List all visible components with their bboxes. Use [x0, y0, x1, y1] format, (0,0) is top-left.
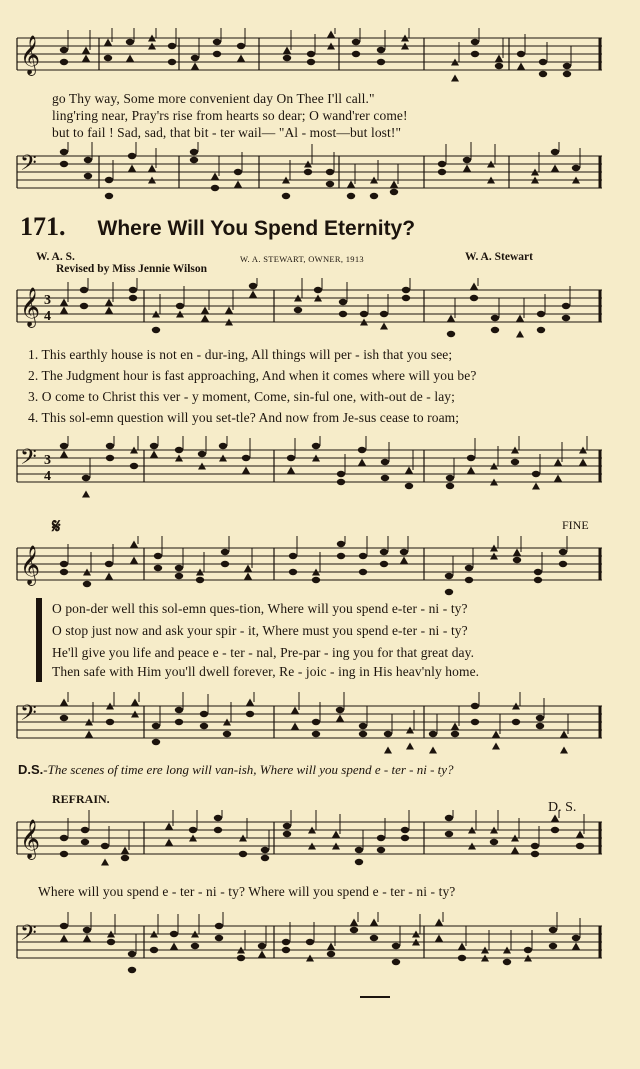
svg-text:𝄞: 𝄞: [20, 35, 41, 75]
ds-label: D.S.: [18, 762, 44, 777]
svg-text:𝄢: 𝄢: [20, 151, 37, 181]
chorus-line-4: Then safe with Him you'll dwell forever, Re - joic - ing in His heav'nly home.: [52, 664, 480, 679]
chorus-bracket: [36, 598, 42, 682]
verse-line-3: 3. O come to Christ this ver - y moment, Come, sin-ful one, with-out de - lay;: [28, 389, 455, 404]
page-footer-rule: [360, 996, 390, 998]
verse-line-2: 2. The Judgment hour is fast approaching, And when it comes where will you be?: [28, 368, 477, 383]
svg-text:𝄞: 𝄞: [20, 287, 41, 327]
music-staff-chorus-treble: [14, 536, 604, 600]
music-staff-verse-treble: [14, 278, 604, 342]
dal-segno-line: [18, 762, 454, 778]
fine-label: FINE: [562, 518, 589, 532]
copyright-notice: W. A. STEWART, OWNER, 1913: [240, 254, 364, 264]
verse-line-1: 1. This earthly house is not en - dur-ing, All things will per - ish that you see;: [28, 347, 453, 362]
music-staff-refrain-bass: [14, 912, 604, 974]
hymn-title: Where Will You Spend Eternity?: [97, 217, 416, 240]
chorus-line-3: He'll give you life and peace e - ter - nal, Pre-par - ing you for that great day.: [52, 645, 475, 660]
hymn-heading: [20, 212, 415, 242]
segno-sign: 𝄋: [52, 516, 61, 538]
chorus-line-2: O stop just now and ask your spir - it, Where must you spend e-ter - ni - ty?: [52, 623, 468, 638]
refrain-ds-label: D. S.: [548, 800, 577, 815]
music-staff-chorus-bass: [14, 692, 604, 756]
svg-text:𝄢: 𝄢: [20, 445, 37, 475]
svg-text:3: 3: [44, 293, 51, 308]
prev-lyric-line-1: go Thy way, Some more convenient day On Thee I'll call.": [52, 91, 375, 106]
music-staff-verse-bass: [14, 436, 604, 498]
chorus-line-1: O pon-der well this sol-emn ques-tion, Where will you spend e-ter - ni - ty?: [52, 601, 468, 616]
hymn-number: 171.: [20, 212, 66, 241]
revised-credit: Revised by Miss Jennie Wilson: [56, 263, 208, 275]
music-staff-refrain-treble: [14, 810, 604, 876]
music-staff-prev-treble: [14, 28, 604, 90]
verse-line-4: 4. This sol-emn question will you set-tle? And now from Je-sus cease to roam;: [28, 410, 460, 425]
svg-text:4: 4: [44, 469, 51, 484]
svg-text:𝄢: 𝄢: [20, 701, 37, 731]
prev-lyric-line-3: but to fail ! Sad, sad, that bit - ter wail— "Al - most—but lost!": [52, 125, 402, 140]
refrain-label: REFRAIN.: [52, 792, 110, 806]
svg-text:4: 4: [44, 309, 51, 324]
svg-text:𝄢: 𝄢: [20, 921, 37, 951]
ds-lyric: -The scenes of time ere long will van-ish, Where will you spend e - ter - ni - ty?: [43, 762, 454, 777]
svg-text:𝄞: 𝄞: [20, 545, 41, 585]
prev-lyric-line-2: ling'ring near, Pray'rs rise from hearts so dear; O wand'rer come!: [52, 108, 408, 123]
svg-text:3: 3: [44, 453, 51, 468]
music-credit: W. A. Stewart: [465, 251, 533, 263]
refrain-lyric: Where will you spend e - ter - ni - ty? Where will you spend e - ter - ni - ty?: [38, 884, 456, 899]
words-credit: W. A. S.: [36, 251, 75, 263]
music-staff-prev-bass: [14, 142, 604, 204]
svg-text:𝄞: 𝄞: [20, 819, 41, 859]
